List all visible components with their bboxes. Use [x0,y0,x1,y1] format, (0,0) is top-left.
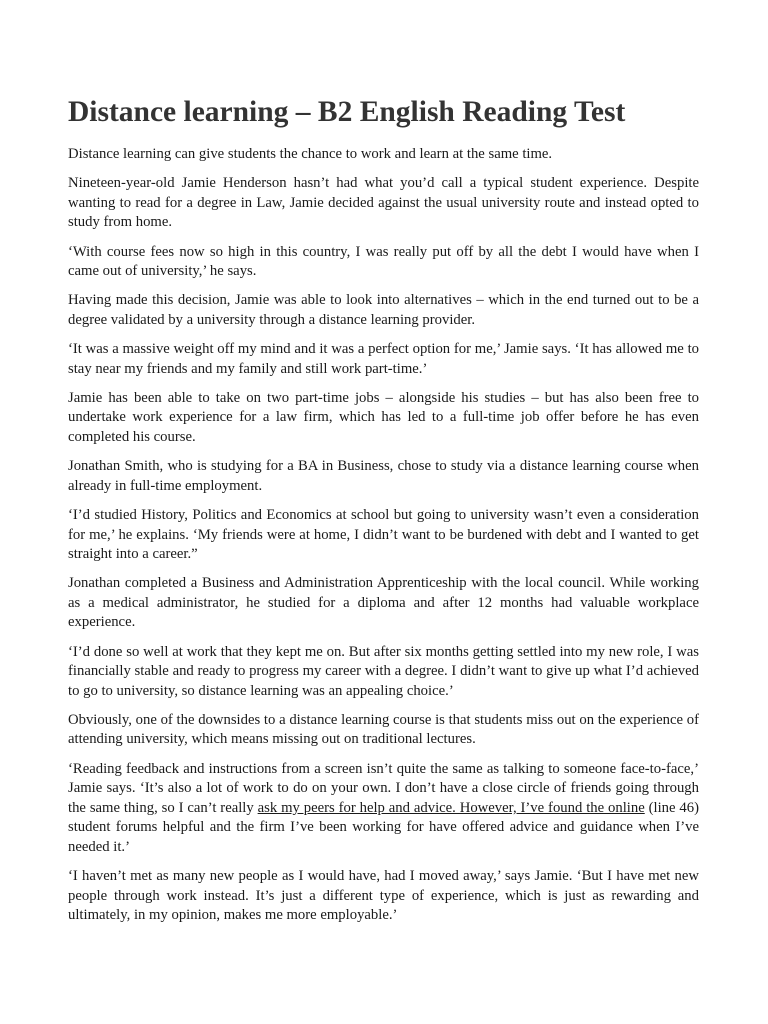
paragraph-intro: Distance learning can give students the chance to work and learn at the same time. [68,146,553,162]
paragraph-feedback-quote [68,760,699,858]
paragraph-jonathan-quote: ‘I’d studied History, Politics and Economics at school but going to university wasn’t even a consideration for me,’ he explains. ‘My friends were at home, I didn’t want to be burdened with debt and I wanted to get straight into a career.” [68,507,699,563]
document-page [68,94,699,935]
paragraph-alternatives: Having made this decision, Jamie was able to look into alternatives – which in the end turned out to be a degree validated by a university through a distance learning provider. [68,292,699,328]
paragraph-course-fees-quote: ‘With course fees now so high in this country, I was really put off by all the debt I would have when I came out of university,’ he says. [68,243,699,280]
paragraph-part-time-jobs: Jamie has been able to take on two part-time jobs – alongside his studies – but has also been free to undertake work experience for a law firm, which has led to a full-time job offer before he has even completed his course. [68,389,699,445]
underlined-phrase: ask my peers for help and advice. However, I’ve found the online [257,799,645,816]
document-title: Distance learning – B2 English Reading Test [68,96,626,128]
paragraph-apprenticeship: Jonathan completed a Business and Administration Apprenticeship with the local council. While working as a medical administrator, he studied for a diploma and after 12 months had valuable workplace experience. [68,575,699,631]
paragraph-jonathan-intro: Jonathan Smith, who is studying for a BA in Business, chose to study via a distance learning course when already in full-time employment. [68,458,699,494]
paragraph-downsides: Obviously, one of the downsides to a distance learning course is that students miss out on the experience of attending university, which means missing out on traditional lectures. [68,711,699,748]
paragraph-career-progress-quote: ‘I’d done so well at work that they kept me on. But after six months getting settled into my new role, I was financially stable and ready to progress my career with a degree. I didn’t want to give up what I’d achieved to go to university, so distance learning was an appealing choice.’ [68,643,699,699]
paragraph-jamie-background: Nineteen-year-old Jamie Henderson hasn’t had what you’d call a typical student experience. Despite wanting to read for a degree in Law, Jamie decided against the usual university route and instead opted to study from home. [68,175,699,231]
paragraph-closing-quote: ‘I haven’t met as many new people as I would have, had I moved away,’ says Jamie. ‘But I have met new people through work instead. It’s just a different type of experience, which is just as rewarding and ultimately, in my opinion, makes me more employable.’ [68,868,699,924]
feedback-text-start: ‘Reading feedback and instructions from a screen isn’t quite the same as talking to someone face-to-face,’ Jamie says. ‘It’s also a lot of work to do on your own. I don’t have a close circle of friends going through the same thing, so I can’t really [68,760,699,816]
paragraph-weight-off-mind-quote: ‘It was a massive weight off my mind and it was a perfect option for me,’ Jamie says. ‘It has allowed me to stay near my friends and my family and still work part-time.’ [68,341,699,377]
feedback-text-end: (line 46) student forums helpful and the firm I’ve been working for have offered advice and guidance when I’ve needed it.’ [68,799,699,855]
